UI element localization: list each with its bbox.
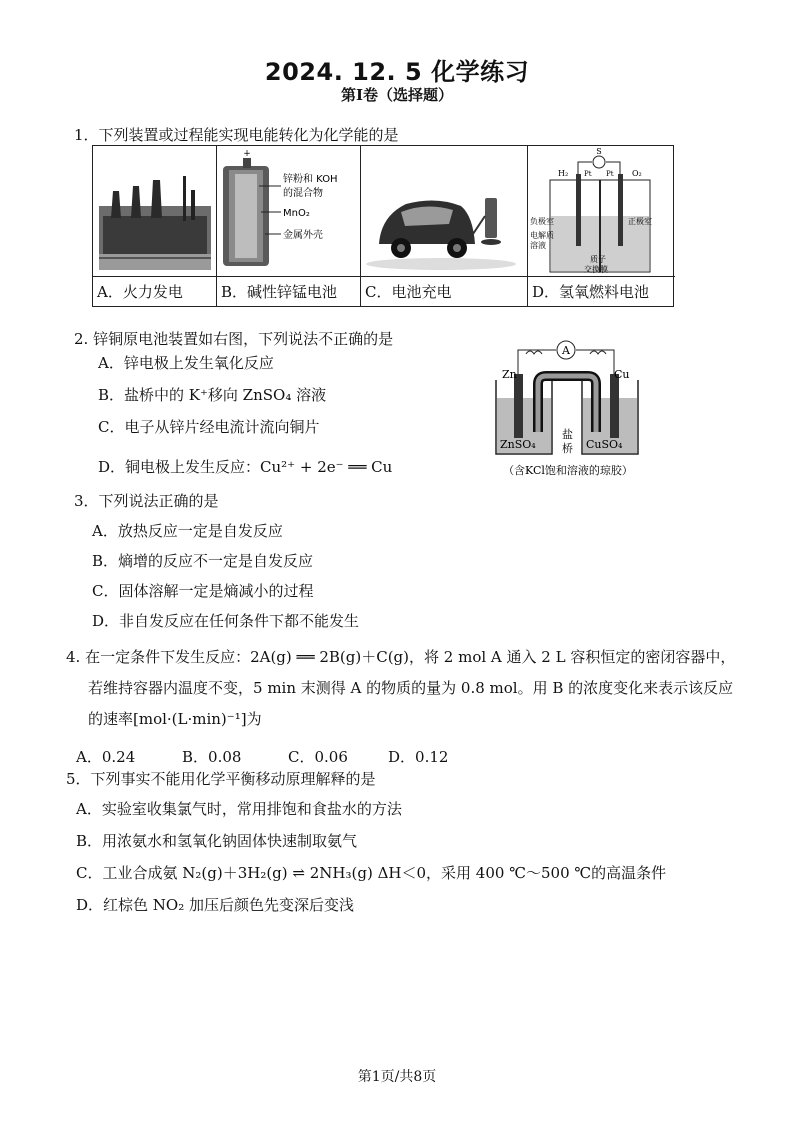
battery-label-3: MnO₂ xyxy=(283,208,310,219)
electrolyte-label-1: 电解质 xyxy=(530,231,554,240)
membrane-label-1: 质子 xyxy=(590,255,606,264)
q1-option-a: A．火力发电 xyxy=(93,276,216,306)
q3-option-a: A．放热反应一定是自发反应 xyxy=(92,522,283,540)
q1-option-b: B．碱性锌锰电池 xyxy=(217,276,360,306)
q3-stem: 3．下列说法正确的是 xyxy=(74,492,219,510)
galvanic-cell-diagram xyxy=(486,336,656,482)
fuel-cell-diagram xyxy=(528,146,673,276)
power-plant-icon xyxy=(93,146,215,276)
q2-option-c: C．电子从锌片经电流计流向铜片 xyxy=(98,418,320,436)
section-subtitle: 第Ⅰ卷（选择题） xyxy=(340,86,454,104)
znso4-label: ZnSO₄ xyxy=(500,438,536,451)
q3-option-b: B．熵增的反应不一定是自发反应 xyxy=(92,552,314,570)
q2-option-d: D．铜电极上发生反应：Cu²⁺ + 2e⁻ ══ Cu xyxy=(98,458,393,476)
page-title: 2024. 12. 5 化学练习 xyxy=(264,58,530,86)
salt-bridge-label-1: 盐 xyxy=(562,428,573,441)
electrolyte-label-2: 溶液 xyxy=(530,241,546,250)
battery-label-4: 金属外壳 xyxy=(283,230,323,241)
q5-option-c: C．工业合成氨 N₂(g)＋3H₂(g) ⇌ 2NH₃(g) ΔH＜0，采用 400 ℃～500 ℃的高温条件 xyxy=(76,864,667,882)
switch-label: S xyxy=(596,147,602,156)
q4-option-c: C．0.06 xyxy=(288,748,348,766)
figure-caption: （含KCl饱和溶液的琼胶） xyxy=(503,464,633,477)
q5-stem: 5．下列事实不能用化学平衡移动原理解释的是 xyxy=(66,770,376,788)
battery-label-1: 锌粉和 KOH xyxy=(283,174,338,185)
q1-option-b-cell[interactable] xyxy=(217,146,361,306)
q5-option-a: A．实验室收集氯气时，常用排饱和食盐水的方法 xyxy=(76,800,402,818)
q4-option-b: B．0.08 xyxy=(182,748,242,766)
q1-option-d: D．氢氧燃料电池 xyxy=(528,276,675,306)
zn-label: Zn xyxy=(502,368,517,381)
cuso4-label: CuSO₄ xyxy=(586,438,623,451)
q1-stem: 1．下列装置或过程能实现电能转化为化学能的是 xyxy=(74,126,399,144)
salt-bridge-label-2: 桥 xyxy=(562,442,573,455)
pt-left-label: Pt xyxy=(584,170,592,178)
ammeter-label: A xyxy=(562,344,570,357)
q2-stem: 2. 锌铜原电池装置如右图，下列说法不正确的是 xyxy=(74,330,394,348)
h2-label: H₂ xyxy=(558,169,569,178)
cathode-label: 正极室 xyxy=(628,217,652,226)
q3-option-d: D．非自发反应在任何条件下都不能发生 xyxy=(92,612,360,630)
q2-option-a: A．锌电极上发生氧化反应 xyxy=(98,354,274,372)
ev-charging-icon xyxy=(361,146,526,276)
alkaline-battery-icon xyxy=(217,146,359,276)
cu-label: Cu xyxy=(614,368,630,381)
q1-option-a-cell[interactable] xyxy=(93,146,217,306)
o2-label: O₂ xyxy=(632,169,642,178)
q4-option-d: D．0.12 xyxy=(388,748,449,766)
membrane-label-2: 交换膜 xyxy=(584,265,608,274)
q4-option-a: A．0.24 xyxy=(76,748,136,766)
anode-label: 负极室 xyxy=(530,217,554,226)
q4-line-1: 4. 在一定条件下发生反应：2A(g) ══ 2B(g)＋C(g)，将 2 mol A 通入 2 L 容积恒定的密闭容器中， xyxy=(66,648,736,666)
pt-right-label: Pt xyxy=(606,170,614,178)
q1-option-d-cell[interactable] xyxy=(528,146,675,306)
q1-option-c-cell[interactable] xyxy=(361,146,528,306)
page-number: 第1页/共8页 xyxy=(357,1069,437,1085)
battery-plus-label: + xyxy=(243,149,251,159)
q2-option-b: B．盐桥中的 K⁺移向 ZnSO₄ 溶液 xyxy=(98,386,327,404)
q4-line-3: 的速率[mol·(L·min)⁻¹]为 xyxy=(88,710,262,728)
q1-option-c: C．电池充电 xyxy=(361,276,527,306)
q5-option-b: B．用浓氨水和氢氧化钠固体快速制取氨气 xyxy=(76,832,358,850)
battery-label-2: 的混合物 xyxy=(283,188,323,199)
q4-line-2: 若维持容器内温度不变，5 min 末测得 A 的物质的量为 0.8 mol。用 B 的浓度变化来表示该反应 xyxy=(88,679,734,697)
q1-options-table xyxy=(92,145,674,307)
q5-option-d: D．红棕色 NO₂ 加压后颜色先变深后变浅 xyxy=(76,896,354,914)
q3-option-c: C．固体溶解一定是熵减小的过程 xyxy=(92,582,314,600)
